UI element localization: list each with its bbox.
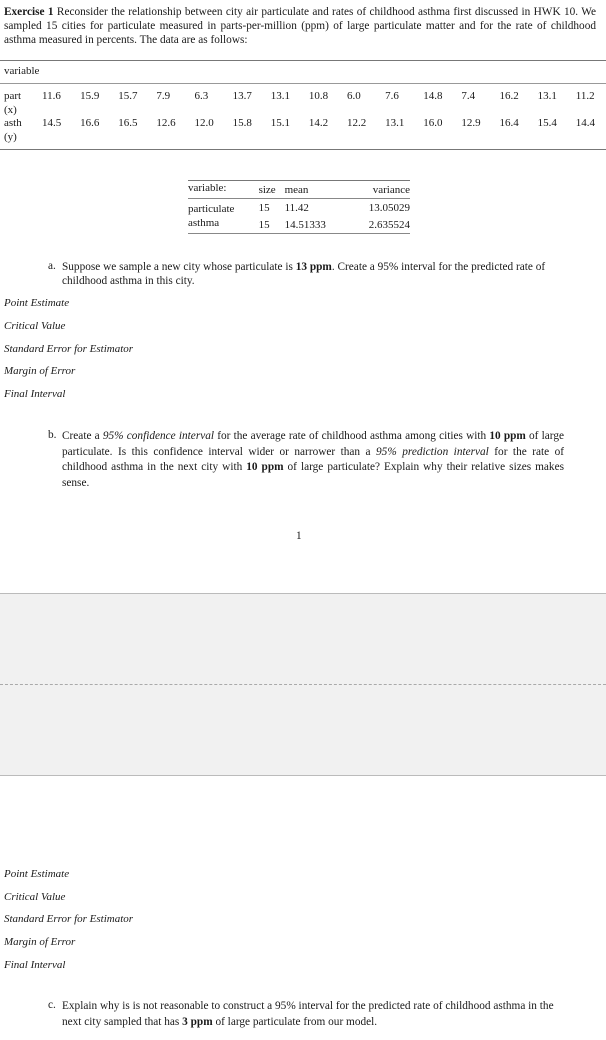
table-header-rule <box>0 83 606 84</box>
page-number: 1 <box>296 530 302 542</box>
standard-error-label: Standard Error for Estimator <box>4 343 134 355</box>
data-cell: 14.8 <box>423 90 443 102</box>
final-interval-label: Final Interval <box>4 388 66 400</box>
critical-value-label: Critical Value <box>4 320 66 332</box>
data-cell: 6.0 <box>347 90 361 102</box>
exercise-intro <box>4 5 596 48</box>
text: for the average rate of childhood asthma among cities with <box>214 430 490 442</box>
point-estimate-label: Point Estimate <box>4 868 70 880</box>
data-cell: 13.1 <box>537 90 557 102</box>
text: Explain why is is not reasonable to construct a 95% interval for the predicted rate of childhood asthma in the next city sampled that has <box>62 1000 554 1028</box>
data-cell: 16.2 <box>499 90 519 102</box>
summary-cell: 13.05029 <box>368 201 410 214</box>
data-cell: 16.5 <box>118 117 138 129</box>
part-c-marker: c. <box>48 999 56 1011</box>
summary-cell: 15 <box>258 218 270 231</box>
exercise-text: Reconsider the relationship between city air particulate and rates of childhood asthma first discussed in HWK 10. We sampled 15 cities for particulate measured in parts-per-million (ppm) of large particulate matter and for the rate of childhood asthma measured in percents. The data are as follows: <box>4 6 596 47</box>
table-bottom-rule <box>0 149 606 150</box>
summary-header: size <box>258 183 276 196</box>
data-table-row <box>0 117 606 144</box>
data-cell: 7.9 <box>156 90 171 102</box>
summary-header: mean <box>284 183 309 196</box>
summary-cell: asthma <box>188 217 220 229</box>
exercise-label: Exercise 1 <box>4 6 54 18</box>
table-top-rule <box>0 60 606 61</box>
part-c-text <box>62 999 572 1030</box>
data-cell: 14.4 <box>575 117 595 129</box>
standard-error-label: Standard Error for Estimator <box>4 913 134 925</box>
summary-row <box>188 216 410 234</box>
summary-cell: 11.42 <box>284 201 309 214</box>
data-table-header: variable <box>4 65 40 77</box>
page-break-dashed-line <box>0 684 606 685</box>
data-cell: 10.8 <box>308 90 329 102</box>
margin-of-error-label: Margin of Error <box>4 365 76 377</box>
data-cell: 12.0 <box>194 117 214 129</box>
summary-header: variable: <box>188 182 227 194</box>
bold-text: 13 ppm <box>295 261 332 273</box>
text: Create a <box>62 430 103 442</box>
summary-table <box>188 181 410 234</box>
data-table-row <box>0 85 606 117</box>
data-table <box>0 85 606 144</box>
text: Suppose we sample a new city whose particulate is <box>62 261 296 273</box>
italic-text: 95% prediction interval <box>376 445 489 458</box>
bold-text: 3 ppm <box>182 1015 213 1028</box>
bold-text: 10 ppm <box>246 461 284 474</box>
data-cell: 15.1 <box>270 117 290 129</box>
critical-value-label: Critical Value <box>4 891 66 903</box>
summary-cell: 14.51333 <box>284 218 326 231</box>
part-b-text <box>62 429 564 491</box>
data-cell: 13.1 <box>270 90 290 102</box>
data-cell: 16.4 <box>499 117 519 129</box>
data-cell: 12.6 <box>156 117 176 129</box>
data-cell: 11.6 <box>42 90 61 102</box>
summary-header: variance <box>372 183 410 196</box>
data-cell: 14.2 <box>308 117 329 129</box>
final-interval-label: Final Interval <box>4 959 66 971</box>
data-cell: 15.7 <box>118 90 138 102</box>
row-label: asth (y) <box>4 117 22 143</box>
row-label: part (x) <box>4 90 22 116</box>
summary-cell: particulate <box>188 203 235 215</box>
data-cell: 12.9 <box>461 117 481 129</box>
summary-cell: 2.635524 <box>368 218 410 231</box>
point-estimate-label: Point Estimate <box>4 297 70 309</box>
summary-header-row <box>188 181 410 199</box>
data-cell: 16.0 <box>423 117 443 129</box>
text: for the rate of childhood asthma in the next city with <box>62 445 564 474</box>
data-cell: 15.8 <box>232 117 252 129</box>
data-cell: 12.2 <box>347 117 367 129</box>
text: of large particulate. Is this confidence interval wider or narrower than a <box>62 430 565 458</box>
data-cell: 15.4 <box>537 117 557 129</box>
margin-of-error-label: Margin of Error <box>4 936 76 948</box>
data-cell: 6.3 <box>194 90 209 102</box>
page-break-gap <box>0 593 606 776</box>
bold-text: 10 ppm <box>489 430 526 442</box>
summary-row <box>188 199 410 217</box>
data-cell: 11.2 <box>575 90 595 102</box>
data-cell: 7.4 <box>461 90 476 102</box>
text: of large particulate? Explain why their relative sizes makes sense. <box>62 461 564 489</box>
data-cell: 7.6 <box>385 90 399 102</box>
part-a-text <box>62 260 564 288</box>
part-a-marker: a. <box>48 260 56 272</box>
data-cell: 13.1 <box>385 117 405 129</box>
text: of large particulate from our model. <box>212 1015 378 1028</box>
data-cell: 16.6 <box>80 117 100 129</box>
data-cell: 15.9 <box>80 90 100 102</box>
text: . Create a 95% interval for the predicted rate of childhood asthma in this city. <box>62 261 546 288</box>
part-b-marker: b. <box>48 429 57 441</box>
summary-cell: 15 <box>258 201 270 214</box>
data-cell: 14.5 <box>42 117 62 129</box>
italic-text: 95% confidence interval <box>102 430 215 442</box>
data-cell: 13.7 <box>232 90 252 102</box>
